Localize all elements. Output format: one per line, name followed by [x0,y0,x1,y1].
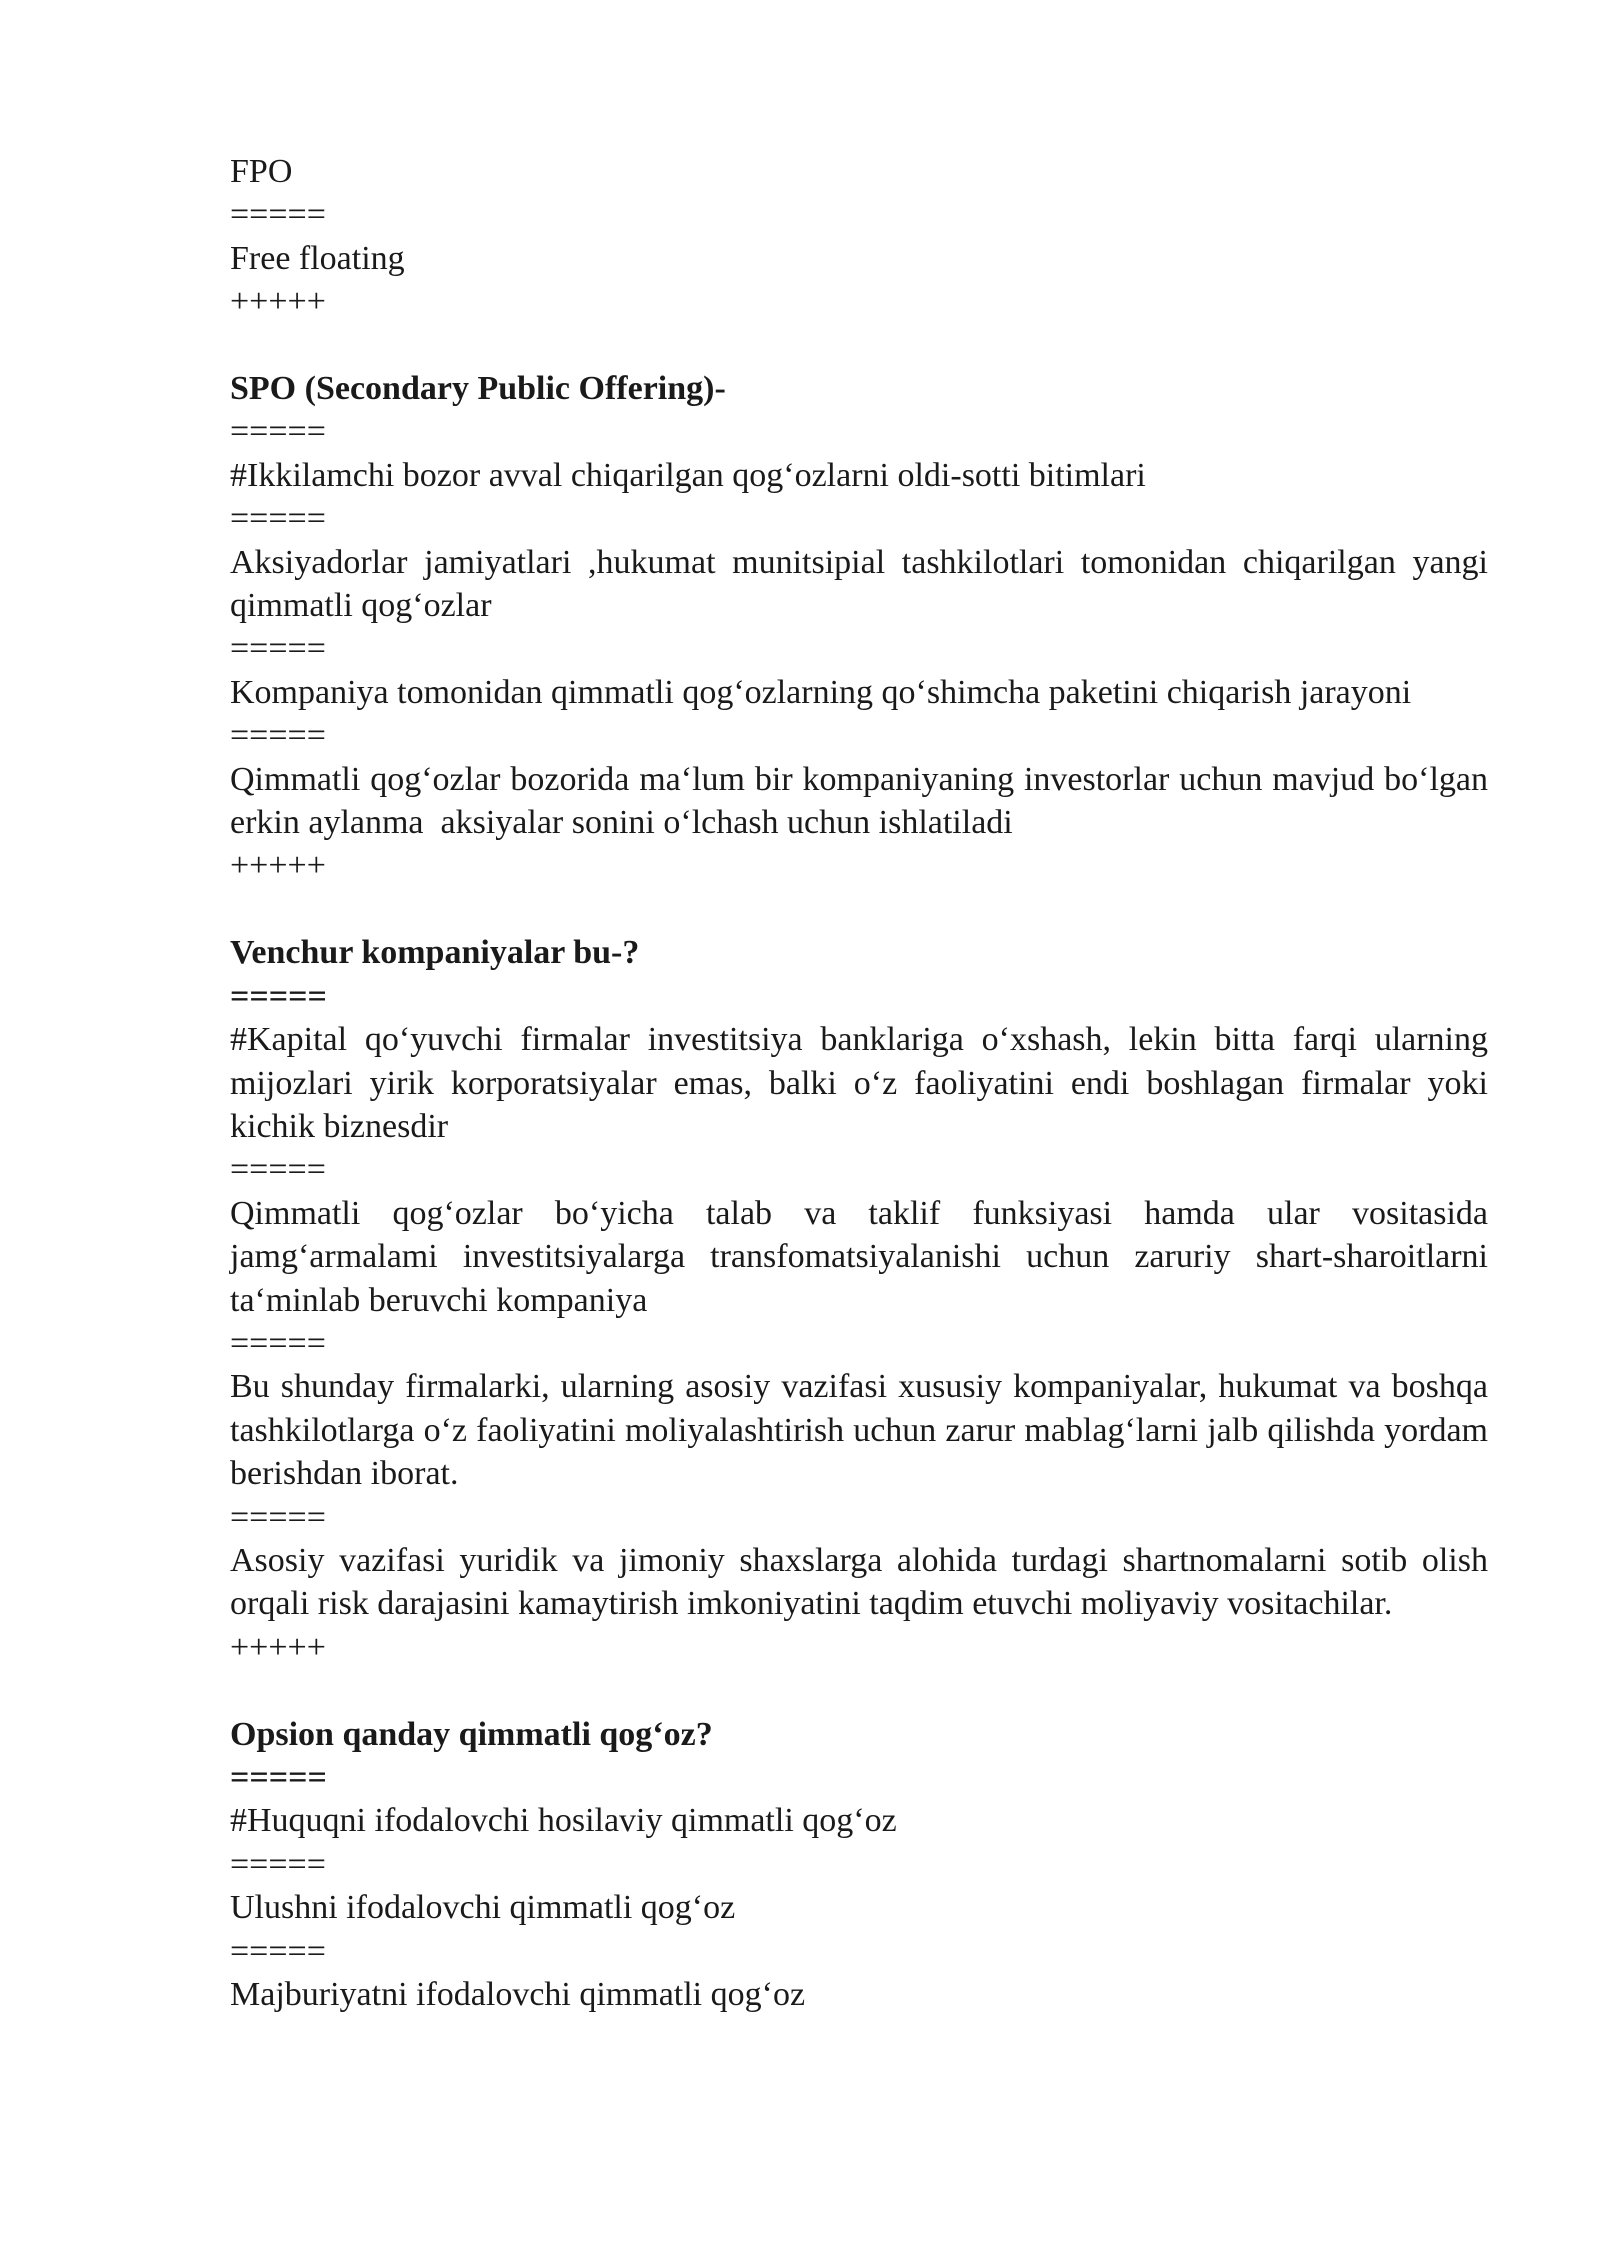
end-marker: +++++ [230,283,326,321]
answer-text: FPO [230,153,293,190]
answer-text: #Huquqni ifodalovchi hosilaviy qimmatli qog‘oz [230,1802,897,1840]
question-text: Opsion qanday qimmatli qog‘oz? [230,1715,713,1753]
separator: ===== [230,1498,326,1536]
separator: ===== [230,1151,326,1189]
separator: ===== [230,1758,327,1796]
separator: ===== [230,1932,326,1970]
document-page [230,150,1497,2016]
separator: ===== [230,196,326,234]
answer-text: Free floating [230,239,405,277]
separator: ===== [230,500,326,538]
answer-text: #Ikkilamchi bozor avval chiqarilgan qog‘ozlarni oldi-sotti bitimlari [230,456,1146,494]
answer-text: Qimmatli qog‘ozlar bozorida ma‘lum bir kompaniyaning investorlar uchun mavjud bo‘lgan erkin aylanma aksiyalar sonini o‘lchash uchun ishlatiladi [230,760,1497,842]
answer-text: Majburiyatni ifodalovchi qimmatli qog‘oz [230,1976,806,2014]
answer-text: Qimmatli qog‘ozlar bo‘yicha talab va taklif funksiyasi hamda ular vositasida jamg‘armalami investitsiyalarga transfomatsiyalanishi uchun zaruriy shart-sharoitlarni ta‘minlab beruvchi kompaniya [230,1194,1497,1319]
answer-text: #Kapital qo‘yuvchi firmalar investitsiya banklariga o‘xshash, lekin bitta farqi ularning mijozlari yirik korporatsiyalar emas, balki o‘z faoliyatini endi boshlagan firmalar yoki kichik biznesdir [230,1021,1497,1145]
answer-text: Bu shunday firmalarki, ularning asosiy vazifasi xususiy kompaniyalar, hukumat va boshqa tashkilotlarga o‘z faoliyatini moliyalashtirish uchun zarur mablag‘larni jalb qilishda yordam berishdan iborat. [230,1368,1497,1493]
blank-line [230,1669,1488,1712]
separator: ===== [230,630,326,668]
end-marker: +++++ [230,847,326,885]
answer-text: Kompaniya tomonidan qimmatli qog‘ozlarning qo‘shimcha paketini chiqarish jarayoni [230,673,1412,711]
answer-text: Ulushni ifodalovchi qimmatli qog‘oz [230,1889,736,1927]
separator: ===== [230,413,326,451]
separator: ===== [230,717,326,755]
answer-text: Asosiy vazifasi yuridik va jimoniy shaxslarga alohida turdagi shartnomalarni sotib olish orqali risk darajasini kamaytirish imkoniyatini taqdim etuvchi moliyaviy vositachilar. [230,1541,1497,1623]
separator: ===== [230,1324,326,1362]
separator: ===== [230,1845,326,1883]
separator: ===== [230,977,327,1015]
end-marker: +++++ [230,1628,326,1666]
answer-text: Aksiyadorlar jamiyatlari ,hukumat munitsipial tashkilotlari tomonidan chiqarilgan yangi qimmatli qog‘ozlar [230,543,1497,625]
blank-line [230,324,1488,367]
question-text: Venchur kompaniyalar bu-? [230,934,640,972]
blank-line [230,888,1488,931]
question-text: SPO (Secondary Public Offering)- [230,370,726,408]
